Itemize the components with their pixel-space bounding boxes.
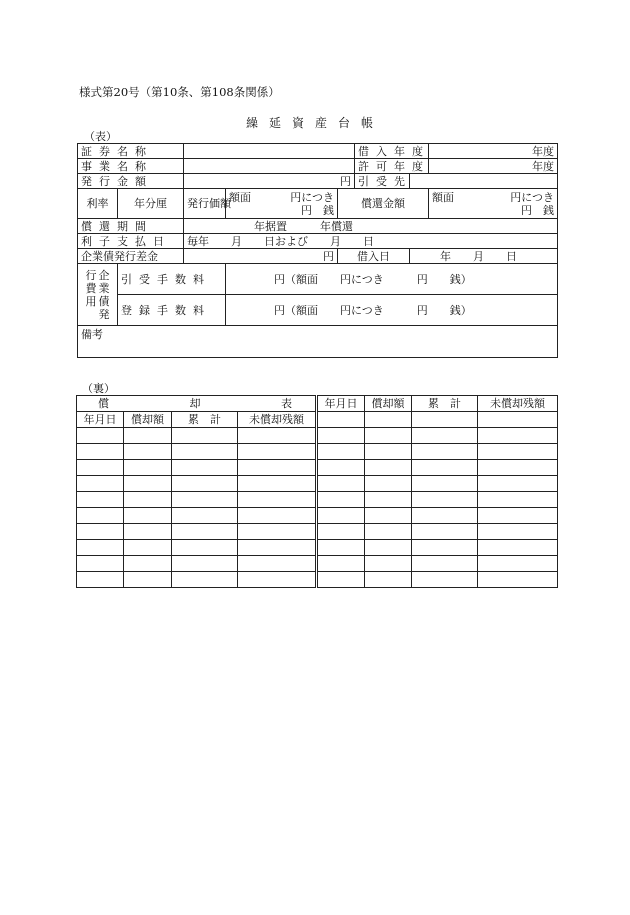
- table-cell[interactable]: [172, 572, 238, 588]
- table-cell[interactable]: [124, 460, 172, 476]
- value-riritsu[interactable]: 年分厘: [118, 189, 184, 219]
- header-left-cumulative: 累 計: [172, 412, 238, 428]
- page-title: 繰延資産台帳: [245, 116, 384, 130]
- table-cell[interactable]: [317, 460, 365, 476]
- table-row: [77, 428, 558, 444]
- table-cell[interactable]: [317, 524, 365, 540]
- label-riritsu: 利率: [78, 189, 118, 219]
- front-label: （表）: [84, 130, 117, 143]
- value-hikiukesaki[interactable]: [410, 174, 558, 189]
- form-number: 様式第20号（第10条、第108条関係）: [79, 85, 280, 99]
- label-jigyo-meisho: 事業名称: [78, 159, 184, 174]
- table-cell[interactable]: [478, 572, 558, 588]
- label-hikiukesaki: 引受先: [355, 174, 410, 189]
- label-sagaku: 企業債発行差金: [78, 249, 184, 264]
- table-cell[interactable]: [238, 444, 317, 460]
- table-cell[interactable]: [478, 412, 558, 428]
- table-cell[interactable]: [172, 556, 238, 572]
- table-cell[interactable]: [412, 524, 478, 540]
- table-cell[interactable]: [124, 508, 172, 524]
- table-cell[interactable]: [124, 556, 172, 572]
- table-cell[interactable]: [317, 428, 365, 444]
- table-cell[interactable]: [478, 444, 558, 460]
- table-cell[interactable]: [238, 572, 317, 588]
- table-cell[interactable]: [317, 412, 365, 428]
- table-cell[interactable]: [172, 444, 238, 460]
- table-cell[interactable]: [478, 540, 558, 556]
- table-cell[interactable]: [478, 508, 558, 524]
- table-row: [77, 444, 558, 460]
- table-cell[interactable]: [77, 524, 124, 540]
- table-cell[interactable]: [412, 460, 478, 476]
- table-row: [77, 492, 558, 508]
- table-cell[interactable]: [124, 572, 172, 588]
- table-cell[interactable]: [172, 492, 238, 508]
- table-row: [77, 476, 558, 492]
- value-hikiuke-tesuryo[interactable]: 円（額面 円につき 円 銭）: [226, 264, 558, 295]
- table-cell[interactable]: [412, 476, 478, 492]
- biko-field[interactable]: 備考: [78, 326, 558, 358]
- table-cell[interactable]: [317, 556, 365, 572]
- table-cell[interactable]: [124, 428, 172, 444]
- label-shokan-kingaku: 償還金額: [338, 189, 429, 219]
- table-cell[interactable]: [365, 508, 412, 524]
- label-rishi-shiharai: 利子支払日: [78, 234, 184, 249]
- label-kyoka-nendo: 許可年度: [355, 159, 429, 174]
- table-cell[interactable]: [412, 444, 478, 460]
- value-jigyo-meisho[interactable]: [184, 159, 355, 174]
- label-shoken-meisho: 証券名称: [78, 144, 184, 159]
- table-cell[interactable]: [238, 524, 317, 540]
- value-shokan-kikan[interactable]: 年据置 年償還: [184, 219, 558, 234]
- table-cell[interactable]: [365, 428, 412, 444]
- value-kariire-nendo[interactable]: 年度: [429, 144, 558, 159]
- table-cell[interactable]: [412, 572, 478, 588]
- table-cell[interactable]: [365, 444, 412, 460]
- value-kyoka-nendo[interactable]: 年度: [429, 159, 558, 174]
- table-cell[interactable]: [317, 572, 365, 588]
- table-cell[interactable]: [77, 540, 124, 556]
- table-row: [77, 572, 558, 588]
- table-cell[interactable]: [365, 540, 412, 556]
- table-cell[interactable]: [317, 540, 365, 556]
- value-kariirebi[interactable]: 年 月 日: [410, 249, 558, 264]
- label-hakko-kakaku: 発行価額: [184, 189, 226, 219]
- table-cell[interactable]: [238, 428, 317, 444]
- table-cell[interactable]: [365, 460, 412, 476]
- table-cell[interactable]: [365, 572, 412, 588]
- table-cell[interactable]: [412, 412, 478, 428]
- table-cell[interactable]: [124, 444, 172, 460]
- label-shokan-kikan: 償還期間: [78, 219, 184, 234]
- table-row: [77, 556, 558, 572]
- table-cell[interactable]: [365, 524, 412, 540]
- table-cell[interactable]: [412, 508, 478, 524]
- table-cell[interactable]: [365, 412, 412, 428]
- value-shokan-kingaku[interactable]: 額面 円につき 円 銭: [429, 189, 558, 219]
- table-cell[interactable]: [77, 444, 124, 460]
- label-hikiuke-tesuryo: 引受手数料: [118, 264, 226, 295]
- value-hakko-kakaku[interactable]: 額面 円につき 円 銭: [226, 189, 338, 219]
- table-cell[interactable]: [124, 524, 172, 540]
- table-cell[interactable]: [412, 492, 478, 508]
- header-right-cumulative: 累 計: [412, 396, 478, 412]
- table-cell[interactable]: [124, 476, 172, 492]
- table-cell[interactable]: [412, 540, 478, 556]
- value-hakko-kingaku[interactable]: 円: [184, 174, 355, 189]
- table-cell[interactable]: [478, 556, 558, 572]
- table-cell[interactable]: [124, 540, 172, 556]
- table-cell[interactable]: [478, 476, 558, 492]
- table-cell[interactable]: [172, 540, 238, 556]
- amortization-table: [76, 395, 558, 588]
- table-cell[interactable]: [238, 540, 317, 556]
- table-cell[interactable]: [365, 556, 412, 572]
- label-hakko-kingaku: 発行金額: [78, 174, 184, 189]
- label-toroku-tesuryo: 登録手数料: [118, 295, 226, 326]
- label-kariirebi: 借入日: [338, 249, 410, 264]
- table-cell[interactable]: [77, 476, 124, 492]
- table-cell[interactable]: [478, 492, 558, 508]
- table-cell[interactable]: [172, 476, 238, 492]
- table-cell[interactable]: [317, 492, 365, 508]
- header-right-amount: 償却額: [365, 396, 412, 412]
- table-cell[interactable]: [478, 428, 558, 444]
- table-cell[interactable]: [317, 508, 365, 524]
- amortization-table-title: 償 却 表: [77, 396, 317, 412]
- value-shoken-meisho[interactable]: [184, 144, 355, 159]
- header-right-date: 年月日: [317, 396, 365, 412]
- table-cell[interactable]: [238, 492, 317, 508]
- header-right-balance: 未償却残額: [478, 396, 558, 412]
- table-cell[interactable]: [124, 492, 172, 508]
- label-kariire-nendo: 借入年度: [355, 144, 429, 159]
- table-cell[interactable]: [412, 556, 478, 572]
- table-cell[interactable]: [77, 460, 124, 476]
- table-cell[interactable]: [412, 428, 478, 444]
- table-cell[interactable]: [238, 556, 317, 572]
- table-cell[interactable]: [238, 508, 317, 524]
- table-row: [77, 524, 558, 540]
- table-cell[interactable]: [365, 492, 412, 508]
- table-cell[interactable]: [238, 460, 317, 476]
- table-cell[interactable]: [77, 492, 124, 508]
- front-table: [77, 143, 558, 358]
- table-cell[interactable]: [365, 476, 412, 492]
- table-cell[interactable]: [77, 572, 124, 588]
- table-cell[interactable]: [77, 508, 124, 524]
- table-row: [77, 508, 558, 524]
- table-cell[interactable]: [317, 476, 365, 492]
- table-row: [77, 460, 558, 476]
- value-toroku-tesuryo[interactable]: 円（額面 円につき 円 銭）: [226, 295, 558, 326]
- back-label: （裏）: [82, 382, 115, 395]
- table-cell[interactable]: [172, 460, 238, 476]
- table-cell[interactable]: [77, 428, 124, 444]
- table-cell[interactable]: [172, 428, 238, 444]
- table-cell[interactable]: [478, 524, 558, 540]
- value-rishi-shiharai[interactable]: 毎年 月 日および 月 日: [184, 234, 558, 249]
- table-cell[interactable]: [77, 556, 124, 572]
- table-cell[interactable]: [317, 444, 365, 460]
- table-cell[interactable]: [172, 524, 238, 540]
- header-left-amount: 償却額: [124, 412, 172, 428]
- table-cell[interactable]: [172, 508, 238, 524]
- table-cell[interactable]: [478, 460, 558, 476]
- header-left-balance: 未償却残額: [238, 412, 317, 428]
- value-sagaku[interactable]: 円: [184, 249, 338, 264]
- header-left-date: 年月日: [77, 412, 124, 428]
- table-cell[interactable]: [238, 476, 317, 492]
- label-side-hakkohi: 行 費 用 企 業 債 発: [78, 264, 118, 326]
- table-row: [77, 540, 558, 556]
